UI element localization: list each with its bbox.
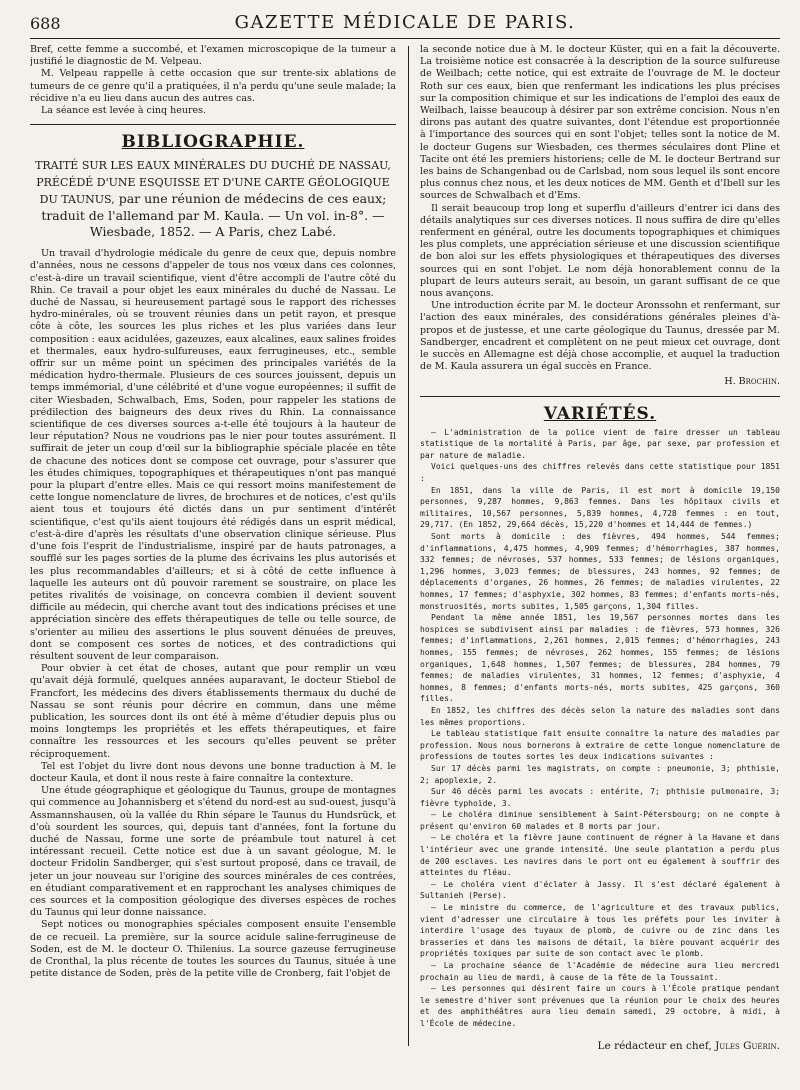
signature-prefix: Le rédacteur en chef, bbox=[597, 1039, 712, 1052]
book-title-main: par une réunion de médecins de ces eaux; traduit de l'allemand par M. Kaula. — Un vol. in-8°. — Wiesbade, 1852. — A Paris, chez Labé. bbox=[41, 191, 387, 240]
article-paragraph: Pour obvier à cet état de choses, autant que pour remplir un vœu qu'avait déjà formulé, quelques années auparavant, le docteur Stiebol de Francfort, les médecins des divers établissements thermaux du duché de Nassau se sont réunis pour décrire en commun, dans une même publication, les sources dont ils ont été à même d'étudier depuis plus ou moins longtemps les propriétés et les effets thérapeutiques, et faire connaître les ressources et les secours qu'elles peuvent se prêter réciproquement. bbox=[30, 663, 396, 760]
news-item: — L'administration de la police vient de faire dresser un tableau statistique de la mortalité à Paris, par âge, par sexe, par profession et par nature de maladie. bbox=[420, 427, 780, 460]
intro-paragraph: M. Velpeau rappelle à cette occasion que sur trente-six ablations de tumeurs de ce genre qu'il a pratiquées, il n'a perdu qu'une seule malade; la récidive n'a eu lieu dans aucun des autres cas. bbox=[30, 68, 396, 104]
news-item: Sur 17 décès parmi les magistrats, on compte : pneumonie, 3; phthisie, 2; apoplexie, 2. bbox=[420, 763, 780, 785]
article-paragraph: Une introduction écrite par M. le docteur Aronssohn et renfermant, sur l'action des eaux minérales, des considérations générales pleines d'à-propos et de justesse, et une carte géologique du Taunus, dressée par M. Sandberger, encadrent et complètent on ne peut mieux cet ouvrage, dont le succès en Allemagne est déjà chose accomplie, et auquel la traduction de M. Kaula assurera un égal succès en France. bbox=[420, 300, 780, 373]
intro-paragraph: Bref, cette femme a succombé, et l'examen microscopique de la tumeur a justifié le diagnostic de M. Velpeau. bbox=[30, 44, 396, 68]
news-item: Voici quelques-uns des chiffres relevés dans cette statistique pour 1851 : bbox=[420, 462, 780, 484]
news-item: — La prochaine séance de l'Académie de médecine aura lieu mercredi prochain au lieu de mardi, à cause de la fête de la Toussaint. bbox=[420, 961, 780, 982]
news-item: — Le ministre du commerce, de l'agriculture et des travaux publics, vient d'adresser une circulaire à tous les préfets pour les inviter à interdire l'usage des tuyaux de plomb, de cuivre ou de zinc dans les brasseries et dans les maisons de détail, la bière pouvant acquérir des propriétés toxiques par suite de son contact avec le plomb. bbox=[420, 903, 780, 959]
section-title-bibliographie: BIBLIOGRAPHIE. bbox=[121, 132, 305, 153]
varietes-section bbox=[420, 427, 780, 1030]
article-paragraph: Une étude géographique et géologique du Taunus, groupe de montagnes qui commence au Johannisberg et s'étend du nord-est au sud-ouest, jusqu'à Assmannshausen, où la vallée du Rhin sépare le Taunus du Hundsrück, et d'où sourdent les sources, qui, depuis tant d'années, font la fortune du duché de Nassau, forme une sorte de préambule tout naturel à cet intéressant recueil. Cette notice est due à un savant géologue, M. le docteur Fridolin Sandberger, qui s'est surtout proposé, dans ce travail, de jeter un jour nouveau sur l'origine des sources minérales de ces contrées, en étudiant comparativement et en rapprochant les analyses chimiques de ces sources et la composition géologique des diverses espèces de roches du Taunus qui leur donne naissance. bbox=[30, 785, 396, 919]
article-paragraph: la seconde notice due à M. le docteur Küster, qui en a fait la découverte. La troisième notice est consacrée à la description de la source sulfureuse de Weilbach; cette notice, qui est extraite de l'ouvrage de M. le docteur Roth sur ces eaux, bien que renfermant les indications les plus précises sur la composition chimique et sur les indications de l'emploi des eaux de Weilbach, laisse beaucoup à désirer par son extrême concision. Nous n'en dirons pas autant des quatre suivantes, dont l'étendue est proportionnée à l'importance des sources qui en sont l'objet; telles sont la notice de M. le docteur Gugens sur Wiesbaden, ces thermes séculaires dont Pline et Tacite ont été les premiers historiens; celle de M. le docteur Bertrand sur les bains de Schangenbad ou de Carlsbad, nom sous lequel ils sont encore plus connus chez nous, et les deux notices de MM. Genth et d'Ibell sur les sources de Schwalbach et d'Ems. bbox=[420, 44, 780, 202]
page-number: 688 bbox=[30, 14, 61, 33]
news-item: — Le choléra diminue sensiblement à Saint-Pétersbourg; on ne compte à présent qu'environ 60 malades et 8 morts par jour. bbox=[420, 810, 780, 831]
article-author: H. Brochin. bbox=[724, 376, 780, 388]
book-title bbox=[30, 157, 396, 240]
editor-name: Jules Guérin. bbox=[715, 1039, 780, 1052]
journal-title: GAZETTE MÉDICALE DE PARIS. bbox=[234, 12, 576, 33]
news-item: Pendant la même année 1851, les 19,567 personnes mortes dans les hospices se subdivisent ainsi par maladies : de fièvres, 573 hommes, 326 femmes; d'inflammations, 2,261 hommes, 2,015 femmes; d'hémorrhagies, 243 hommes, 155 femmes; de névroses, 262 hommes, 155 femmes; de lésions organiques, 1,648 hommes, 1,507 femmes; de blessures, 284 hommes, 79 femmes; de maladies virulentes, 31 hommes, 12 femmes; d'asphyxie, 4 hommes, 8 femmes; d'enfants morts-nés, morts subites, 425 garçons, 360 filles. bbox=[420, 613, 780, 704]
article-paragraph: Tel est l'objet du livre dont nous devons une bonne traduction à M. le docteur Kaula, et dont il nous reste à faire connaître la contexture. bbox=[30, 760, 396, 784]
section-separator bbox=[420, 396, 780, 397]
article-paragraph: Un travail d'hydrologie médicale du genre de ceux que, depuis nombre d'années, nous ne cessons d'appeler de tous nos vœux dans ces colonnes, c'est-à-dire un travail scientifique, vient d'être accompli de l'autre côté du Rhin. Ce travail a pour objet les eaux minérales du duché de Nassau. Le duché de Nassau, si heureusement partagé sous le rapport des richesses hydro-minérales, où se trouvent réunies dans un petit rayon, et presque côte à côte, les sources les plus riches et les plus variées dans leur composition : eaux acidulées, gazeuzes, eaux alcalines, eaux salines froides et thermales, eaux hydro-sulfureuses, eaux ferrugineuses, etc., semble offrir sur un même point un spécimen des principales variétés de la médication hydro-thermale. Plusieurs de ces sources jouissent, depuis un temps immémorial, d'une célébrité et d'une vogue européennes; il suffit de citer Wiesbaden, Schwalbach, Ems, Soden, pour rappeler les stations de prédilection des baigneurs des deux rives du Rhin. La connaissance scientifique de ces diverses sources a-t-elle été toujours à la hauteur de leur réputation? Nous ne voudrions pas le nier pour toutes assurément. Il suffirait de jeter un coup d'œil sur la bibliographie spéciale placée en tête de chacune des notices dont se compose cet ouvrage, pour s'assurer que les études chimiques, topographiques et thérapeutiques n'ont pas manqué pour la plupart d'entre elles. Mais ce qui ressort moins manifestement de cette longue nomenclature de livres, de brochures et de notices, c'est qu'ils aient tous et toujours été dictés dans un pur sentiment d'intérêt scientifique, c'est qu'ils aient toujours été rédigés dans un esprit médical, c'est-à-dire d'après les résultats d'une observation clinique sérieuse. Plus d'une fois l'esprit de l'industrialisme, inspiré par de hauts patronages, a soufflé sur les pages sorties de la plume des écrivains les plus autorisés et les plus recommandables d'ailleurs; et si à côté de cette influence à laquelle les auteurs ont dû pouvoir rarement se soustraire, on place les petites rivalités de voisinage, on concevra combien il devient souvent difficile au médecin, qui cherche avant tout des indications précises et une appréciation sincère des effets thérapeutiques de telle ou telle source, de s'orienter au milieu des assertions le plus souvent dénuées de preuves, dont se composent ces sortes de notices, et des contradictions qui résultent souvent de leur comparaison. bbox=[30, 248, 396, 662]
news-item: En 1852, les chiffres des décès selon la nature des maladies sont dans les mêmes proportions. bbox=[420, 705, 780, 727]
section-separator bbox=[30, 124, 396, 125]
news-item: — Le choléra vient d'éclater à Jassy. Il s'est déclaré également à Sultanieh (Perse). bbox=[420, 879, 780, 901]
article-paragraph: Il serait beaucoup trop long et superflu d'ailleurs d'entrer ici dans des détails analytiques sur ces diverses notices. Il nous suffira de dire qu'elles renferment en général, outre les documents topographiques et chimiques les plus complets, une appréciation sérieuse et une discussion scientifique de bon aloi sur les effets physiologiques et thérapeutiques des diverses sources qui en sont l'objet. Le nom déjà honorablement connu de la plupart de leurs auteurs serait, au besoin, un garant suffisant de ce que nous avançons. bbox=[420, 202, 780, 300]
news-item: — Le choléra et la fièvre jaune continuent de régner à la Havane et dans l'intérieur avec une grande intensité. Une seule plantation a perdu plus de 200 esclaves. Les navires dans le port ont eu également à souffrir des atteintes du fléau. bbox=[420, 833, 780, 878]
right-column bbox=[420, 44, 780, 1080]
intro-paragraph: La séance est levée à cinq heures. bbox=[41, 105, 207, 117]
left-column bbox=[30, 44, 396, 1080]
news-item: En 1851, dans la ville de Paris, il est mort à domicile 19,150 personnes, 9,287 hommes, 9,863 femmes. Dans les hôpitaux civils et militaires, 10,567 personnes, 5,839 hommes, 4,728 femmes : en tout, 29,717. (En 1852, 29,664 décès, 15,220 d'hommes et 14,444 de femmes.) bbox=[420, 485, 780, 530]
book-title-caps: TRAITÉ SUR LES EAUX MINÉRALES DU DUCHÉ DE NASSAU, PRÉCÉDÉ D'UNE ESQUISSE ET D'UNE CARTE GÉOLOGIQUE DU TAUNUS, bbox=[35, 159, 391, 207]
news-item: — Les personnes qui désirent faire un cours à l'École pratique pendant le semestre d'hiver sont prévenues que la réunion pour le choix des heures et des amphithéâtres aura lieu demain samedi, 29 octobre, à midi, à l'École de médecine. bbox=[420, 984, 780, 1028]
news-item: Sur 46 décès parmi les avocats : entérite, 7; phthisie pulmonaire, 3; fièvre typhoïde, 3. bbox=[420, 787, 780, 808]
column-divider bbox=[408, 46, 409, 1046]
news-item: Le tableau statistique fait ensuite connaître la nature des maladies par profession. Nous nous bornerons à extraire de cette longue nomenclature de professions de toutes sortes les deux indications suivantes : bbox=[420, 729, 780, 762]
article-paragraph: Sept notices ou monographies spéciales composent ensuite l'ensemble de ce recueil. La première, sur la source acidule saline-ferrugineuse de Soden, est de M. le docteur O. Thilenius. La source gazeuse ferrugineuse de Cronthal, la plus récente de toutes les sources du Taunus, située à une petite distance de Soden, près de la petite ville de Cronberg, fait l'objet de bbox=[30, 919, 396, 980]
news-item: Sont morts à domicile : des fièvres, 494 hommes, 544 femmes; d'inflammations, 4,475 hommes, 4,909 femmes; d'hémorrhagies, 387 hommes, 332 femmes; de névroses, 537 hommes, 533 femmes; de lésions organiques, 1,296 hommes, 3,023 femmes; de blessures, 243 hommes, 92 femmes; de déplacements d'organes, 26 hommes, 26 femmes; de maladies virulentes, 22 hommes, 17 femmes; d'asphyxie, 302 hommes, 83 femmes; d'enfants morts-nés, monstruosités, morts subites, 1,505 garçons, 1,304 filles. bbox=[420, 532, 780, 611]
page-header bbox=[30, 10, 780, 39]
editor-signature bbox=[420, 1040, 780, 1052]
section-title-varietes: VARIÉTÉS. bbox=[543, 403, 657, 424]
